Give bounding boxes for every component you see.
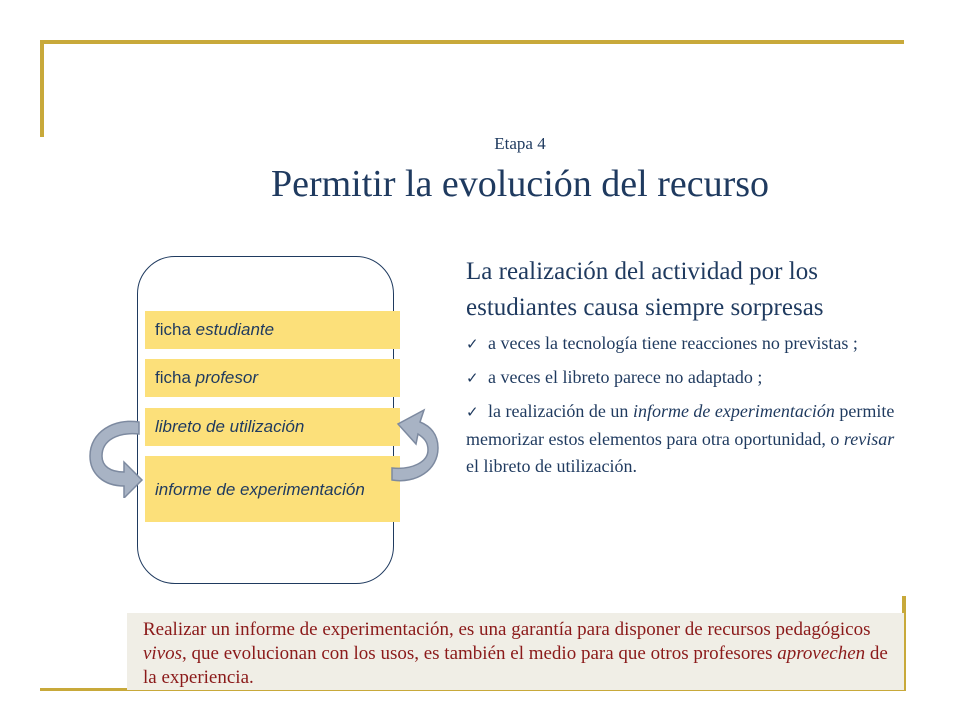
slide-title: Permitir la evolución del recurso [270, 163, 770, 205]
note-text-emphasis: aprovechen [777, 643, 866, 664]
doc-item-libreto [145, 408, 400, 446]
slide-subtitle: Etapa 4 [494, 134, 546, 153]
frame-top-border [40, 40, 904, 44]
bullet-item [466, 364, 906, 392]
doc-item-emphasis: profesor [195, 368, 259, 387]
bullet-text-emphasis: revisar [843, 429, 895, 449]
bullet-text-emphasis: informe de experimentación [632, 401, 835, 421]
doc-item-ficha-estudiante [145, 311, 400, 349]
checkmark-icon: ✓ [466, 369, 479, 387]
bullet-text-part: permite memorizar estos elementos para otra oportunidad, o [466, 401, 895, 449]
doc-item-informe [145, 456, 400, 522]
lead-paragraph: La realización del actividad por los estudiantes causa siempre sorpresas [466, 258, 824, 321]
frame-left-border [40, 40, 44, 137]
bullet-text-part: la realización de un [488, 401, 633, 421]
note-text-part: Realizar un informe de experimentación, es una garantía para disponer de recursos pedagógicos [143, 619, 871, 640]
curved-arrow-left-icon [84, 414, 144, 498]
note-text-part: , que evolucionan con los usos, es también el medio para que otros profesores [182, 643, 778, 664]
note-text-emphasis: vivos [143, 643, 183, 664]
bullet-item [466, 398, 906, 480]
bullet-text: a veces la tecnología tiene reacciones no previstas ; [488, 333, 858, 353]
curved-arrow-right-icon [388, 404, 444, 488]
doc-item-emphasis: informe de experimentación [155, 479, 365, 499]
checkmark-icon: ✓ [466, 335, 479, 353]
doc-item-prefix: ficha [155, 368, 196, 387]
bullet-text: a veces el libreto parece no adaptado ; [488, 367, 763, 387]
doc-item-emphasis: estudiante [195, 320, 275, 339]
checkmark-icon: ✓ [466, 403, 479, 421]
doc-item-prefix: ficha [155, 320, 196, 339]
doc-item-ficha-profesor [145, 359, 400, 397]
bullet-item [466, 330, 906, 358]
note-text-part: de la experiencia. [143, 643, 888, 688]
main-text-block [466, 254, 906, 480]
footer-note [127, 613, 904, 690]
bullet-text-part: el libreto de utilización. [466, 456, 637, 476]
doc-item-emphasis: libreto de utilización [155, 417, 305, 436]
